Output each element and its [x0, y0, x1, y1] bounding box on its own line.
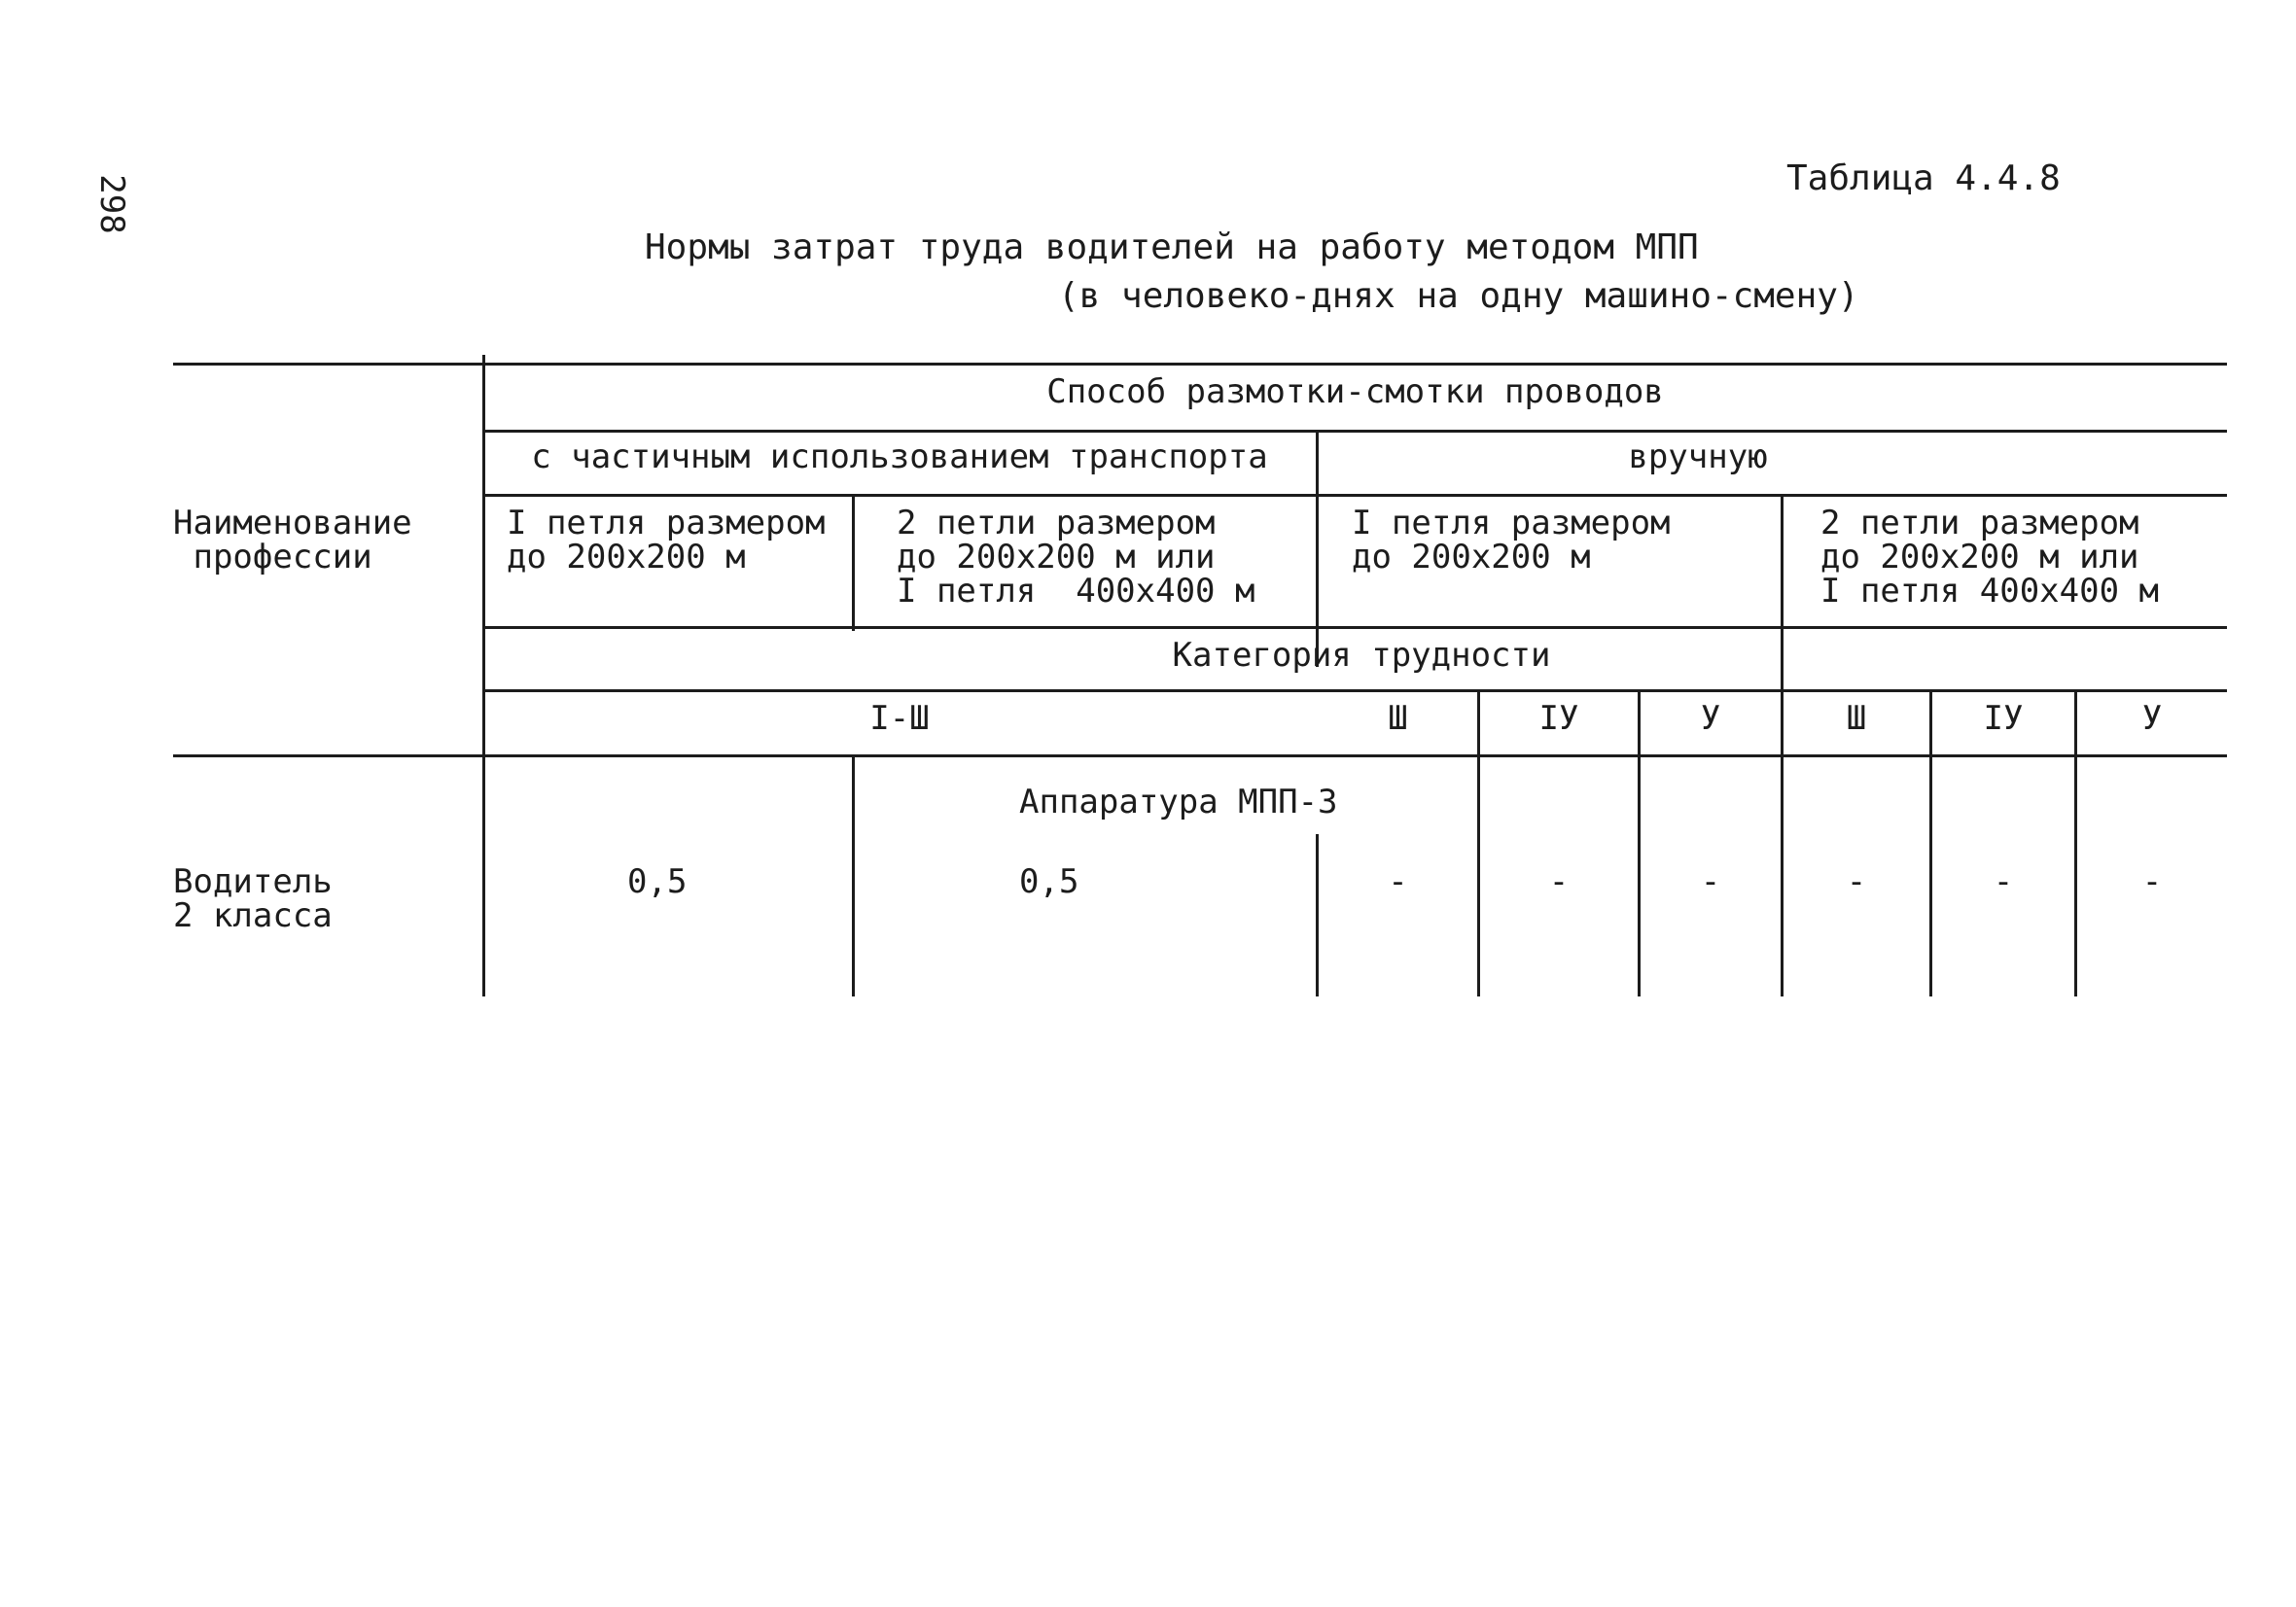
rule-under-loops — [483, 626, 2227, 629]
loop-partial-2: 2 петли размером до 200x200 м или I петля 400x400 м — [897, 504, 1255, 611]
divider-loop-partial — [852, 494, 855, 631]
category-cell: IУ — [1538, 699, 1579, 738]
page-number: 298 — [92, 174, 131, 234]
rule-under-difficulty — [483, 689, 2227, 692]
value-cell: - — [2141, 862, 2163, 901]
value-cell: - — [1388, 862, 1408, 901]
method-header: Способ размотки-смотки проводов — [1046, 372, 1664, 411]
category-cell: Ш — [1388, 699, 1408, 738]
loop-manual-1: I петля размером до 200x200 м — [1352, 504, 1671, 576]
category-cell: IУ — [1983, 699, 2024, 738]
category-cell: У — [2141, 699, 2163, 738]
group-manual-header: вручную — [1628, 437, 1768, 476]
value-cell: - — [1548, 862, 1570, 901]
value-cell: 0,5 — [627, 862, 688, 901]
equipment-label: Аппаратура МПП-3 — [1019, 783, 1338, 821]
rule-under-method — [483, 430, 2227, 433]
difficulty-header: Категория трудности — [1172, 636, 1551, 675]
profession-cell: Водитель 2 класса — [173, 862, 333, 935]
profession-header: Наименование профессии — [173, 504, 412, 576]
loop-partial-1: I петля размером до 200x200 м — [507, 504, 826, 576]
divider-body-group — [1316, 834, 1319, 996]
rule-under-groups — [483, 494, 2227, 497]
divider-body-partial — [852, 754, 855, 996]
table-title: Нормы затрат труда водителей на работу методом МПП — [645, 227, 1699, 267]
value-cell: 0,5 — [1019, 862, 1079, 901]
category-cell: Ш — [1846, 699, 1867, 738]
category-cell: I-Ш — [869, 699, 930, 738]
category-cell: У — [1700, 699, 1721, 738]
table-subtitle: (в человеко-днях на одну машино-смену) — [1058, 276, 1859, 316]
loop-manual-2: 2 петли размером до 200x200 м или I петля 400x400 м — [1820, 504, 2159, 611]
rule-header-bottom — [173, 754, 2227, 757]
table-label: Таблица 4.4.8 — [1786, 158, 2061, 198]
value-cell: - — [1993, 862, 2014, 901]
rule-top — [173, 363, 2227, 366]
group-partial-header: с частичным использованием транспорта — [531, 437, 1268, 476]
value-cell: - — [1846, 862, 1867, 901]
value-cell: - — [1700, 862, 1721, 901]
